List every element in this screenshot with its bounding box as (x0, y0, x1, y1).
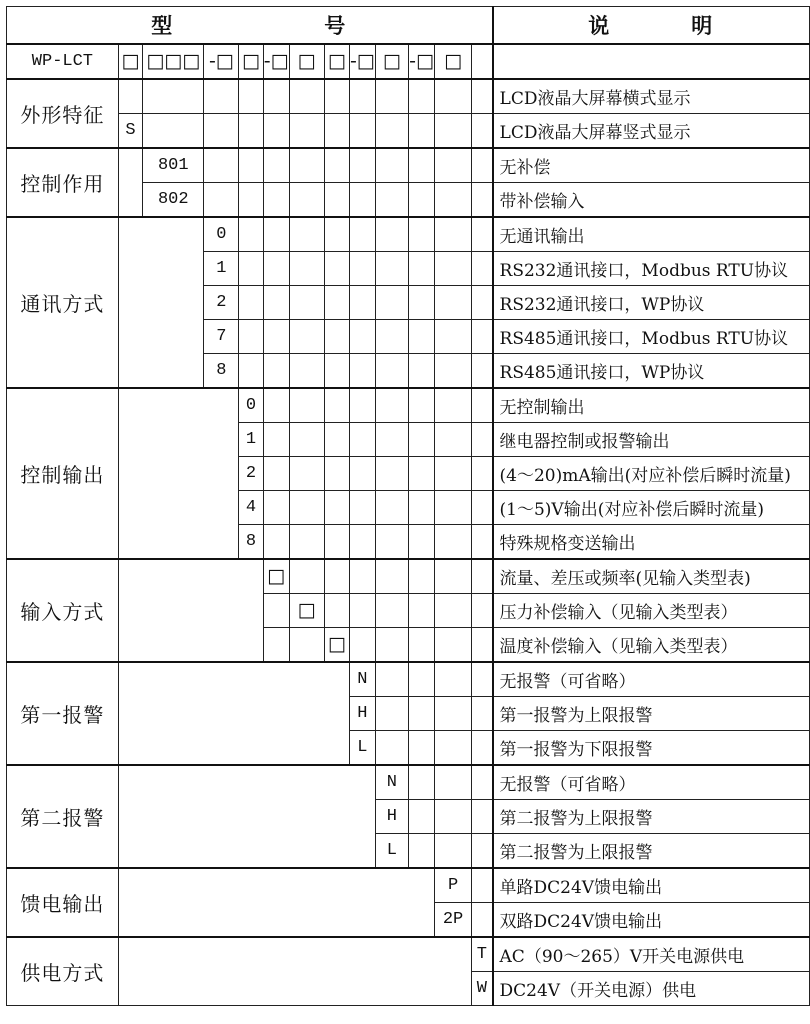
row-description: 无报警（可省略） (493, 765, 810, 800)
model-slot-5: -□ (263, 44, 289, 79)
row-code: □ (324, 628, 349, 663)
row-code: 2 (204, 286, 239, 320)
model-slot-9: □ (375, 44, 408, 79)
table-row (7, 388, 810, 423)
row-code: 2P (435, 903, 472, 938)
row-description: 温度补偿输入（见输入类型表） (493, 628, 810, 663)
row-description: 无补偿 (493, 148, 810, 183)
description-header (493, 7, 810, 45)
row-description: LCD液晶大屏幕横式显示 (493, 79, 810, 114)
model-slot-1: □ (118, 44, 142, 79)
row-description: 单路DC24V馈电输出 (493, 868, 810, 903)
row-code: 801 (143, 148, 204, 183)
row-description: RS485通讯接口，WP协议 (493, 354, 810, 389)
row-description: 无通讯输出 (493, 217, 810, 252)
row-code: 0 (204, 217, 239, 252)
row-code: N (349, 662, 375, 697)
row-description: 第二报警为上限报警 (493, 800, 810, 834)
row-code: L (375, 834, 408, 869)
row-description: RS485通讯接口，Modbus RTU协议 (493, 320, 810, 354)
row-description: 无报警（可省略） (493, 662, 810, 697)
section-label-first-alarm: 第一报警 (7, 662, 119, 765)
model-slot-12 (472, 44, 493, 79)
row-code: H (349, 697, 375, 731)
row-code: □ (263, 559, 289, 594)
table-row (7, 148, 810, 183)
model-desc-empty (493, 44, 810, 79)
table-row (7, 937, 810, 972)
section-label-control-output: 控制输出 (7, 388, 119, 559)
table-row (7, 114, 810, 149)
row-code: P (435, 868, 472, 903)
row-description: 无控制输出 (493, 388, 810, 423)
section-label-control-action: 控制作用 (7, 148, 119, 217)
row-code: S (118, 114, 142, 149)
table-row (7, 559, 810, 594)
table-row (7, 217, 810, 252)
row-code: 1 (239, 423, 263, 457)
table-row (7, 868, 810, 903)
row-code: L (349, 731, 375, 766)
row-code: T (472, 937, 493, 972)
row-code: H (375, 800, 408, 834)
model-header-char1: 型 (151, 13, 175, 38)
section-label-input-mode: 输入方式 (7, 559, 119, 662)
table-row (7, 662, 810, 697)
model-slot-4: □ (239, 44, 263, 79)
row-description: AC（90～265）V开关电源供电 (493, 937, 810, 972)
row-code: 1 (204, 252, 239, 286)
row-description: (4～20)mA输出(对应补偿后瞬时流量) (493, 457, 810, 491)
header-row (7, 7, 810, 45)
row-description: 压力补偿输入（见输入类型表） (493, 594, 810, 628)
row-description: 第一报警为下限报警 (493, 731, 810, 766)
row-description: (1～5)V输出(对应补偿后瞬时流量) (493, 491, 810, 525)
row-code: 7 (204, 320, 239, 354)
model-slot-10: -□ (409, 44, 435, 79)
model-code-row (7, 44, 810, 79)
row-description: 继电器控制或报警输出 (493, 423, 810, 457)
row-description: 特殊规格变送输出 (493, 525, 810, 560)
row-description: 第一报警为上限报警 (493, 697, 810, 731)
row-description: RS232通讯接口，Modbus RTU协议 (493, 252, 810, 286)
row-description: 流量、差压或频率(见输入类型表) (493, 559, 810, 594)
row-description: 第二报警为上限报警 (493, 834, 810, 869)
model-slot-6: □ (289, 44, 324, 79)
description-header-char2: 明 (691, 13, 715, 38)
row-code: 2 (239, 457, 263, 491)
model-slot-8: -□ (349, 44, 375, 79)
model-selection-table (6, 6, 810, 1006)
row-code: N (375, 765, 408, 800)
row-code: 8 (239, 525, 263, 560)
section-label-shape: 外形特征 (7, 79, 119, 148)
section-label-communication: 通讯方式 (7, 217, 119, 388)
section-label-power-supply: 供电方式 (7, 937, 119, 1006)
model-header (7, 7, 493, 45)
table-row (7, 79, 810, 114)
row-code: □ (289, 594, 324, 628)
row-code: 0 (239, 388, 263, 423)
model-slot-3: -□ (204, 44, 239, 79)
section-label-second-alarm: 第二报警 (7, 765, 119, 868)
row-code: W (472, 972, 493, 1006)
row-description: DC24V（开关电源）供电 (493, 972, 810, 1006)
row-code: 802 (143, 183, 204, 218)
row-description: RS232通讯接口，WP协议 (493, 286, 810, 320)
row-code: 8 (204, 354, 239, 389)
model-slot-2: □□□ (143, 44, 204, 79)
section-label-feed-output: 馈电输出 (7, 868, 119, 937)
model-slot-11: □ (435, 44, 472, 79)
row-description: 带补偿输入 (493, 183, 810, 218)
description-header-char1: 说 (588, 13, 612, 38)
row-description: 双路DC24V馈电输出 (493, 903, 810, 938)
row-description: LCD液晶大屏幕竖式显示 (493, 114, 810, 149)
model-slot-7: □ (324, 44, 349, 79)
model-header-char2: 号 (324, 13, 348, 38)
model-prefix: WP-LCT (7, 44, 119, 79)
row-code: 4 (239, 491, 263, 525)
table-row (7, 765, 810, 800)
